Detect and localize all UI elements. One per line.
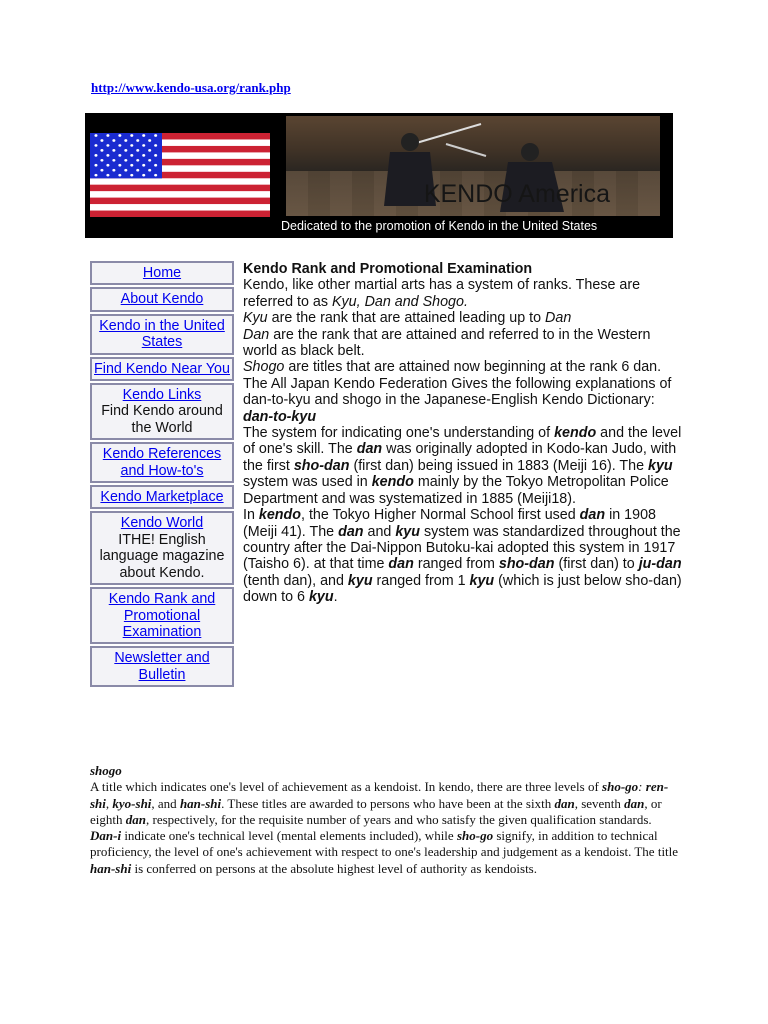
nav-cell-about [90,287,234,311]
nav-cell-rank [90,587,234,644]
nav-link-references[interactable]: Kendo References and How-to's [102,446,222,479]
source-url-link[interactable]: http://www.kendo-usa.org/rank.php [91,80,291,95]
flag-star [118,154,121,157]
federation-paragraph: The All Japan Kendo Federation Gives the following explanations of dan-to-kyu and shogo in the Japanese-English Kendo Dictionary: [243,375,672,409]
dan-to-kyu-paragraph-1: The system for indicating one's understanding of kendo and the level of one's skill. The dan was originally adopted in Kodo-kan Judo, with the first sho-dan (first dan) being issued in 1883 (Meiji 16). The kyu system was used in kendo mainly by the Tokyo Metropolitan Police Department and was systematized in 1885 (Meiji18). [243,425,682,507]
page-title: Kendo Rank and Promotional Examination [243,261,533,277]
flag-star [100,139,103,142]
flag-star [94,174,97,177]
nav-cell-newsletter [90,646,234,687]
flag-star [118,144,121,147]
nav-link-find-kendo-near-you[interactable]: Find Kendo Near You [94,360,230,377]
flag-star [136,149,139,152]
nav-link-about-kendo[interactable]: About Kendo [120,291,204,308]
nav-link-home[interactable]: Home [142,265,182,281]
nav-link-rank-examination[interactable]: Kendo Rank and Promotional Examination [108,591,216,640]
flag-star [106,174,109,177]
flag-star [136,169,139,172]
flag-star [136,159,139,162]
flag-star [142,144,145,147]
flag-star [148,159,151,162]
nav-link-kendo-world[interactable]: Kendo World [120,515,204,532]
sidebar-nav [90,261,234,689]
flag-star [106,144,109,147]
shogo-heading: shogo [90,763,122,778]
flag-star [136,139,139,142]
flag-star [118,134,121,137]
dan-definition: Dan are the rank that are attained and referred to in the Western world as black belt. [243,326,651,360]
flag-star [118,174,121,177]
flag-star [100,149,103,152]
nav-link-marketplace[interactable]: Kendo Marketplace [100,489,224,506]
shogo-paragraph: A title which indicates one's level of achievement as a kendoist. In kendo, there are three levels of sho-go: ren-shi, kyo-shi, and han-shi. These titles are awarded to persons who have been at the sixth dan, seventh dan, or eighth dan, respectively, for the requisite number of years and who satisfy the given qualification standards. Dan-i indicate one's technical level (mental elements included), while sho-go signify, in addition to technical proficiency, the level of one's achievement with respect to one's leadership and judgement as a kendoist. The title han-shi is conferred on persons at the absolute highest level of authority as kendoists. [90,779,679,876]
main-content [243,261,685,606]
flag-star [148,149,151,152]
flag-star [148,169,151,172]
flag-star [154,174,157,177]
flag-star [142,164,145,167]
nav-world-description: ITHE! English language magazine about Kendo. [99,531,225,581]
brand-title: KENDO America [423,180,610,208]
flag-star [154,144,157,147]
nav-link-kendo-in-us[interactable]: Kendo in the United States [99,317,225,351]
flag-star [94,144,97,147]
flag-star [112,139,115,142]
flag-star [106,164,109,167]
flag-star [112,169,115,172]
flag-star [130,174,133,177]
flag-star [124,169,127,172]
kyu-definition: Kyu are the rank that are attained leading up to Dan [243,310,572,327]
nav-links-description-line2: the World [131,419,193,436]
nav-cell-world [90,511,234,585]
flag-star [124,139,127,142]
flag-star [118,164,121,167]
flag-star [94,154,97,157]
flag-star [130,144,133,147]
intro-paragraph: Kendo, like other martial arts has a system of ranks. These are referred to as Kyu, Dan and Shogo. [243,277,641,310]
banner-tagline: Dedicated to the promotion of Kendo in the United States [281,219,598,233]
nav-link-kendo-links[interactable]: Kendo Links [122,387,202,404]
nav-cell-references [90,442,234,483]
nav-links-description: Find Kendo around [101,403,223,420]
flag-star [154,164,157,167]
flag-star [100,159,103,162]
shogo-definition: Shogo are titles that are attained now beginning at the rank 6 dan. [243,359,662,376]
shogo-section [90,763,680,877]
flag-star [106,134,109,137]
nav-link-newsletter[interactable]: Newsletter and Bulletin [114,650,210,683]
kendo-america-banner [85,113,673,238]
flag-star [100,169,103,172]
nav-cell-home [90,261,234,285]
flag-star [142,154,145,157]
flag-star [124,149,127,152]
flag-star [130,134,133,137]
flag-star [112,149,115,152]
flag-star [112,159,115,162]
dan-to-kyu-heading: dan-to-kyu [243,408,317,425]
dan-to-kyu-paragraph-2: In kendo, the Tokyo Higher Normal School first used dan in 1908 (Meiji 41). The dan and kyu system was standardized throughout the country after the Dai-Nippon Butoku-kai adopted this system in 1917 (Taisho 6). at that time dan ranged from sho-dan (first dan) to ju-dan (tenth dan), and kyu ranged from 1 kyu (which is just below sho-dan) down to 6 kyu. [243,507,682,606]
flag-star [94,134,97,137]
flag-star [154,154,157,157]
nav-cell-in-us [90,314,234,355]
flag-star [142,134,145,137]
flag-star [148,139,151,142]
flag-star [106,154,109,157]
flag-star [154,134,157,137]
flag-star [124,159,127,162]
flag-star [130,164,133,167]
kendo-fighters-photo [286,116,660,216]
flag-star [142,174,145,177]
us-flag-image [90,133,270,217]
flag-star [94,164,97,167]
nav-cell-marketplace [90,485,234,509]
nav-cell-links [90,383,234,440]
nav-cell-near-you [90,357,234,381]
flag-star [130,154,133,157]
